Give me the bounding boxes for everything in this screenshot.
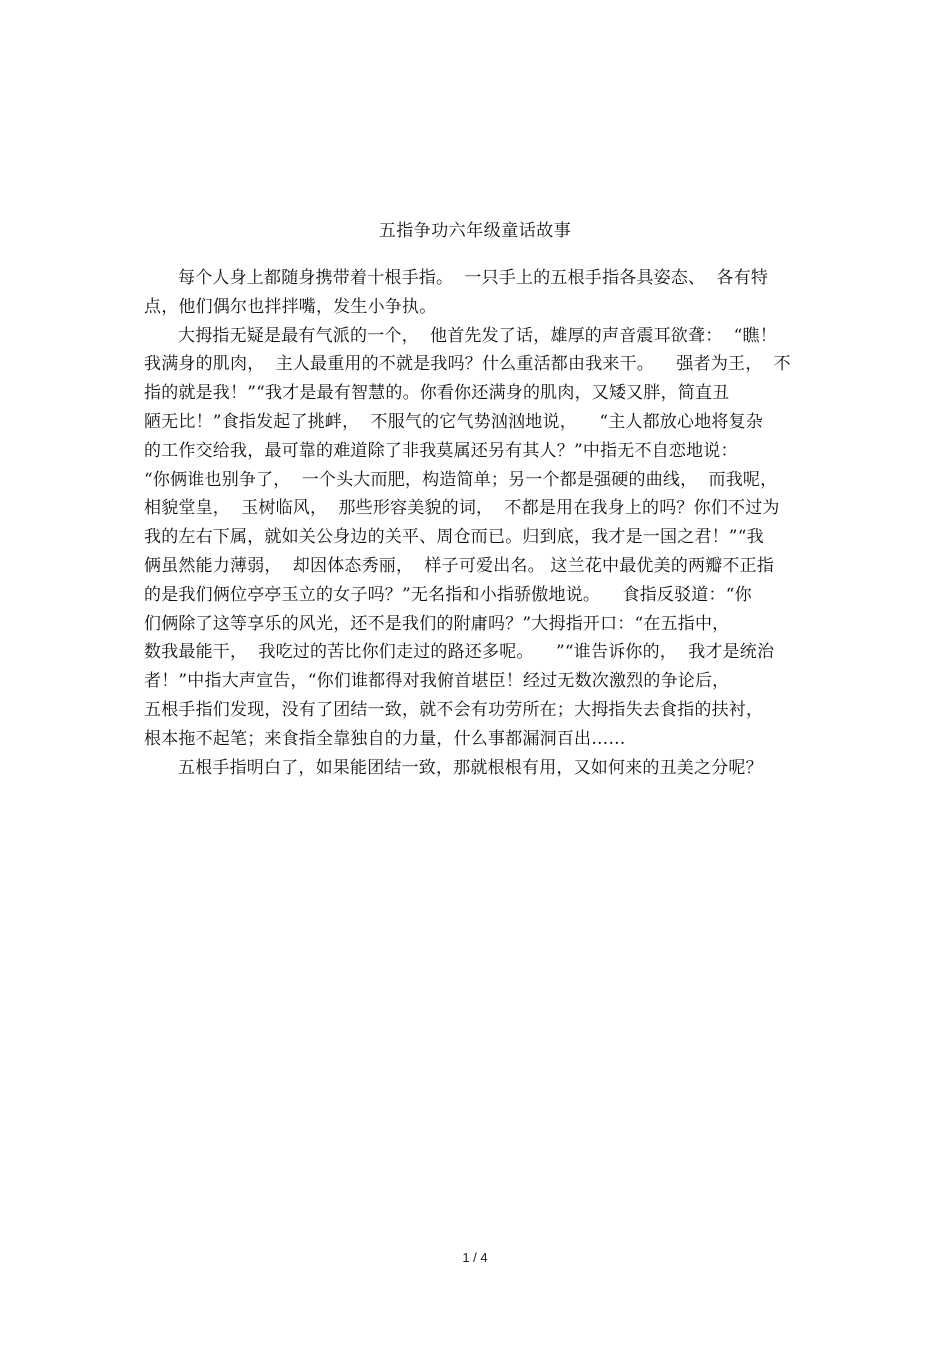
text-line: 我的左右下属，就如关公身边的关平、周仓而已。归到底，我才是一国之君！”“我: [144, 527, 764, 548]
text-line: 五根手指们发现，没有了团结一致，就不会有功劳所在；大拇指失去食指的扶衬，: [144, 699, 764, 720]
story-body: [144, 264, 812, 782]
text-line: 者！”中指大声宣告，“你们谁都得对我俯首堪臣！经过无数次激烈的争论后，: [144, 671, 730, 692]
text-line: 陋无比！”食指发起了挑衅， 不服气的它气势汹汹地说， “主人都放心地将复杂: [144, 411, 764, 432]
text-line: 根本拖不起笔；来食指全靠独自的力量，什么事都漏洞百出……: [144, 728, 626, 749]
text-line: 相貌堂皇， 玉树临风， 那些形容美貌的词， 不都是用在我身上的吗？你们不过为: [144, 498, 780, 519]
text-line: 俩虽然能力薄弱， 却因体态秀丽， 样子可爱出名。 这兰花中最优美的两瓣不正指: [144, 555, 775, 576]
text-line: 数我最能干， 我吃过的苦比你们走过的路还多呢。 ”“谁告诉你的， 我才是统治: [144, 642, 775, 663]
text-line: 点，他们偶尔也拌拌嘴，发生小争执。: [144, 296, 437, 317]
text-line: 的是我们俩位亭亭玉立的女子吗？”无名指和小指骄傲地说。 食指反驳道：“你: [144, 584, 752, 605]
text-line: 指的就是我！”“我才是最有智慧的。你看你还满身的肌肉，又矮又胖，简直丑: [144, 383, 730, 404]
text-line: 我满身的肌肉， 主人最重用的不就是我吗？什么重活都由我来干。 强者为王， 不: [144, 354, 791, 375]
text-line: “你俩谁也别争了， 一个头大而肥，构造简单；另一个都是强硬的曲线， 而我呢，: [144, 469, 778, 490]
text-line: 大拇指无疑是最有气派的一个， 他首先发了话，雄厚的声音震耳欲聋： “瞧！: [178, 325, 777, 346]
page-number: 1 / 4: [462, 1250, 488, 1265]
text-line: 每个人身上都随身携带着十根手指。 一只手上的五根手指各具姿态、 各有特: [178, 268, 769, 288]
text-line: 五根手指明白了，如果能团结一致，那就根根有用，又如何来的丑美之分呢？: [178, 757, 763, 778]
page-title: 五指争功六年级童话故事: [378, 221, 572, 241]
text-line: 们俩除了这等享乐的风光，还不是我们的附庸吗？”大拇指开口：“在五指中，: [144, 613, 730, 634]
text-line: 的工作交给我，最可靠的难道除了非我莫属还另有其人？”中指无不自恋地说：: [144, 440, 738, 461]
